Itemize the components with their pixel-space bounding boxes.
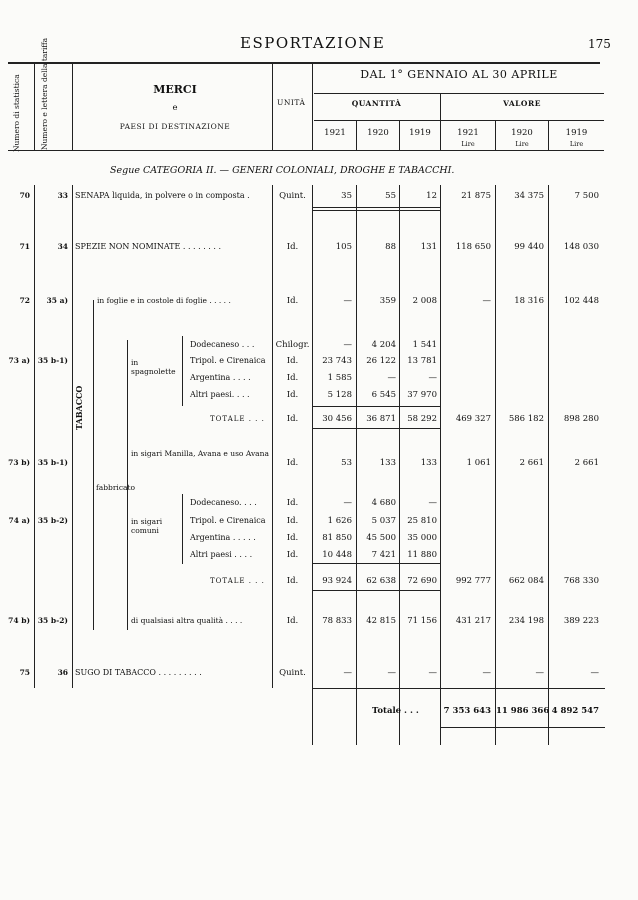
cell-q1921: —	[343, 668, 352, 678]
cell-q1921: 1 626	[327, 516, 352, 526]
cell-num: 72	[19, 296, 30, 305]
year-q1919: 1919	[409, 128, 431, 138]
col-unita: UNITÀ	[277, 98, 306, 107]
cell-q1920: 42 815	[366, 616, 396, 626]
cell-num: 73 a)	[8, 356, 30, 365]
cell-unit: Id.	[286, 373, 299, 383]
cell-unit: Id.	[286, 390, 299, 400]
cell-description: SENAPA liquida, in polvere o in composta .	[75, 191, 250, 200]
header-div-4	[312, 63, 313, 150]
cell-v1920: 99 440	[514, 242, 544, 252]
body-div-1	[34, 185, 35, 688]
cell-tariffa: 35 b-2)	[37, 516, 68, 525]
cell-v1920: 2 661	[519, 458, 544, 468]
label-tabacco: TABACCO	[74, 385, 84, 430]
cell-unit: Id.	[286, 533, 299, 543]
cell-q1919: 1 541	[412, 340, 437, 350]
header-rule	[8, 62, 600, 64]
cell-q1919: —	[428, 373, 437, 383]
cell-q1920: 26 122	[366, 356, 396, 366]
cell-v1919: 389 223	[563, 616, 599, 626]
cell-v1921: 1 061	[466, 458, 491, 468]
cell-v1921: 21 875	[461, 191, 491, 201]
cell-unit: Id.	[286, 616, 299, 626]
grand-total-label: Totale . . .	[372, 706, 419, 716]
cell-q1919: 131	[420, 242, 437, 252]
col-quantita: QUANTITÀ	[351, 99, 402, 108]
rule-sigari-tot	[313, 590, 440, 591]
cell-v1921: 992 777	[455, 576, 491, 586]
col-paesi: PAESI DI DESTINAZIONE	[119, 122, 231, 131]
cell-q1919: 35 000	[407, 533, 437, 543]
year-q1920: 1920	[367, 128, 389, 138]
col-merci-e: e	[172, 103, 178, 113]
header-div-3	[272, 63, 273, 150]
lire-v1921: Lire	[461, 140, 475, 148]
cell-q1919: 71 156	[407, 616, 437, 626]
cell-unit: Chilogr.	[275, 340, 310, 350]
cell-q1921: 93 924	[322, 576, 352, 586]
cell-q1919: 72 690	[407, 576, 437, 586]
cell-q1921: —	[343, 296, 352, 306]
cell-tariffa: 35 b-1)	[37, 356, 68, 365]
header-div-2	[72, 63, 73, 150]
cell-q1921: —	[343, 340, 352, 350]
cell-tariffa: 35 b-2)	[37, 616, 68, 625]
cell-q1919: —	[428, 498, 437, 508]
cell-q1921: 10 448	[322, 550, 352, 560]
cell-v1920: 18 316	[514, 296, 544, 306]
cell-tariffa: 33	[57, 191, 68, 200]
cell-tariffa: 35 b-1)	[37, 458, 68, 467]
header-div-6	[356, 120, 357, 150]
cell-v1920: —	[535, 668, 544, 678]
cell-q1921: 1 585	[327, 373, 352, 383]
cell-v1919: 7 500	[574, 191, 599, 201]
label-in-sigari-comuni: in sigari comuni	[131, 517, 163, 535]
cell-unit: Quint.	[279, 668, 306, 678]
cell-description: TOTALE . . .	[210, 415, 265, 423]
cell-q1921: 81 850	[322, 533, 352, 543]
cell-v1919: 148 030	[563, 242, 599, 252]
label-di-qualsiasi: di qualsiasi altra qualità . . . .	[131, 616, 243, 625]
cell-q1921: 35	[341, 191, 352, 201]
label-in-foglie: in foglie e in costole di foglie . . . . .	[97, 296, 231, 305]
grand-total-v1920: 11 986 366	[496, 706, 550, 716]
header-div-7	[399, 120, 400, 150]
col-period: DAL 1° GENNAIO AL 30 APRILE	[360, 68, 558, 81]
cell-q1920: —	[387, 668, 396, 678]
cell-description: Dodecaneso . . .	[190, 340, 255, 349]
cell-v1921: —	[482, 296, 491, 306]
cell-num: 71	[19, 242, 30, 251]
cell-q1919: 13 781	[407, 356, 437, 366]
cell-q1920: 62 638	[366, 576, 396, 586]
header-div-8	[495, 120, 496, 150]
rule-spagnolette-tot	[313, 428, 440, 429]
grand-total-v1919: 4 892 547	[551, 706, 599, 716]
cell-description: TOTALE . . .	[210, 577, 265, 585]
cell-q1921: 30 456	[322, 414, 352, 424]
label-in-spagnolette: in spagnolette	[131, 358, 176, 376]
cell-unit: Id.	[286, 498, 299, 508]
cell-q1919: 2 008	[412, 296, 437, 306]
cell-v1920: 586 182	[508, 414, 544, 424]
cell-q1921: 78 833	[322, 616, 352, 626]
page-number: 175	[588, 37, 611, 51]
cell-unit: Id.	[286, 516, 299, 526]
cell-q1920: 88	[385, 242, 396, 252]
cell-v1920: 234 198	[508, 616, 544, 626]
header-rule-years	[314, 120, 604, 121]
col-merci: MERCI	[153, 83, 197, 96]
cell-unit: Id.	[286, 356, 299, 366]
body-div-3	[272, 185, 273, 688]
col-valore: VALORE	[503, 99, 541, 108]
label-in-sigari-manilla: in sigari Manilla, Avana e uso Avana	[131, 449, 269, 458]
cell-q1919: 58 292	[407, 414, 437, 424]
grand-total-v1921: 7 353 643	[443, 706, 491, 716]
cell-description: Altri paesi . . . .	[190, 550, 253, 559]
cell-q1921: 5 128	[327, 390, 352, 400]
year-v1921: 1921	[457, 128, 479, 138]
rule-spagnolette	[313, 406, 440, 407]
year-q1921: 1921	[324, 128, 346, 138]
rule-row-70b	[313, 210, 440, 211]
header-div-5	[440, 93, 441, 150]
body-div-4	[312, 185, 313, 745]
cell-v1919: —	[590, 668, 599, 678]
bracket-spagnolette	[182, 336, 183, 406]
cell-tariffa: 35 a)	[46, 296, 68, 305]
cell-q1920: 4 204	[371, 340, 396, 350]
cell-q1919: —	[428, 668, 437, 678]
rule-sugo	[313, 688, 605, 689]
cell-q1920: 133	[379, 458, 396, 468]
cell-description: Argentina . . . . .	[190, 533, 256, 542]
cell-num: 73 b)	[8, 458, 30, 467]
cell-unit: Id.	[286, 414, 299, 424]
header-div-9	[548, 120, 549, 150]
cell-unit: Id.	[286, 242, 299, 252]
cell-unit: Id.	[286, 576, 299, 586]
header-div-1	[34, 63, 35, 150]
bracket-tabacco	[93, 300, 94, 630]
cell-description: Altri paesi. . . .	[190, 390, 250, 399]
cell-q1919: 25 810	[407, 516, 437, 526]
cell-q1919: 133	[420, 458, 437, 468]
cell-description: Dodecaneso. . . .	[190, 498, 257, 507]
col-numero-statistica: Numero di statistica	[12, 74, 21, 152]
page-title: ESPORTAZIONE	[240, 34, 386, 52]
cell-q1921: 53	[341, 458, 352, 468]
cell-q1920: —	[387, 373, 396, 383]
cell-v1919: 2 661	[574, 458, 599, 468]
rule-sigari-comuni	[313, 563, 440, 564]
cell-q1921: 23 743	[322, 356, 352, 366]
col-numero-lettera: Numero e lettera della tariffa	[40, 37, 49, 150]
cell-q1920: 4 680	[371, 498, 396, 508]
cell-q1920: 55	[385, 191, 396, 201]
cell-q1920: 359	[379, 296, 396, 306]
cell-num: 75	[19, 668, 30, 677]
cell-v1921: 469 327	[455, 414, 491, 424]
lire-v1919: Lire	[569, 140, 584, 148]
cell-unit: Id.	[286, 296, 299, 306]
cell-v1920: 34 375	[514, 191, 544, 201]
rule-grand-total	[440, 727, 605, 728]
cell-q1920: 6 545	[371, 390, 396, 400]
cell-v1921: 118 650	[455, 242, 491, 252]
section-title: Segue CATEGORIA II. — GENERI COLONIALI, DROGHE E TABACCHI.	[110, 165, 455, 176]
cell-q1919: 37 970	[407, 390, 437, 400]
bracket-sigari-comuni	[182, 494, 183, 564]
lire-v1920: Lire	[515, 140, 529, 148]
cell-q1921: 105	[335, 242, 352, 252]
cell-q1920: 5 037	[371, 516, 396, 526]
cell-num: 70	[19, 191, 30, 200]
cell-unit: Id.	[286, 550, 299, 560]
year-v1919: 1919	[565, 128, 588, 138]
label-fabbricato: fabbricato	[96, 483, 136, 492]
cell-q1921: —	[343, 498, 352, 508]
year-v1920: 1920	[511, 128, 533, 138]
cell-description: Tripol. e Cirenaica	[190, 516, 266, 525]
cell-tariffa: 34	[57, 242, 68, 251]
rule-row-70	[313, 207, 440, 208]
cell-description: SUGO DI TABACCO . . . . . . . . .	[75, 668, 202, 677]
cell-tariffa: 36	[57, 668, 68, 677]
cell-v1921: 431 217	[455, 616, 491, 626]
cell-q1920: 45 500	[366, 533, 396, 543]
header-rule-period	[314, 93, 604, 94]
cell-q1919: 12	[426, 191, 437, 201]
cell-num: 74 a)	[8, 516, 30, 525]
cell-unit: Quint.	[279, 191, 306, 201]
cell-v1919: 102 448	[563, 296, 599, 306]
cell-v1919: 768 330	[563, 576, 599, 586]
cell-v1921: —	[482, 668, 491, 678]
cell-v1920: 662 084	[508, 576, 544, 586]
cell-description: Argentina . . . .	[190, 373, 251, 382]
body-div-2	[72, 185, 73, 688]
cell-v1919: 898 280	[563, 414, 599, 424]
cell-q1920: 7 421	[371, 550, 396, 560]
cell-num: 74 b)	[8, 616, 30, 625]
cell-description: SPEZIE NON NOMINATE . . . . . . . .	[75, 242, 222, 251]
cell-q1919: 11 880	[407, 550, 437, 560]
cell-description: Tripol. e Cirenaica	[190, 356, 266, 365]
cell-unit: Id.	[286, 458, 299, 468]
cell-q1920: 36 871	[366, 414, 396, 424]
header-rule-bottom	[8, 150, 604, 151]
